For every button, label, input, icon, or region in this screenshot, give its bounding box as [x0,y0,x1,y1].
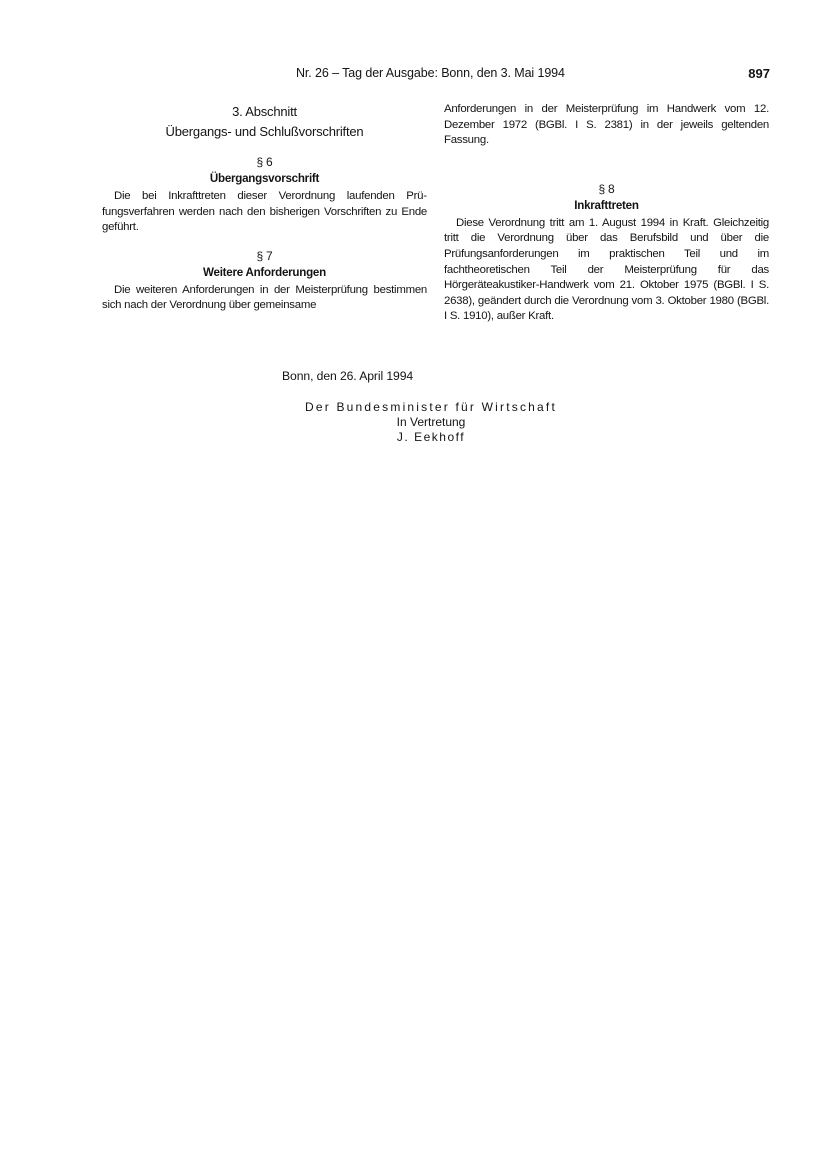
section-6-number: § 6 [256,155,273,169]
section-8-number: § 8 [598,181,615,196]
page-header [102,66,770,84]
signature-block [300,400,562,445]
section-6-title: Übergangsvorschrift [209,172,320,185]
minister-title: Der Bundesminister für Wirtschaft [305,400,557,414]
page-number: 897 [748,66,770,81]
section-6-text: Die bei Inkrafttreten dieser Verordnung laufenden Prüfungsverfahren werden nach den bisherigen Vorschriften zu Ende geführt. [102,190,427,234]
section-spacer [444,149,769,169]
right-column [444,102,769,325]
section-7-continuation: Anforderungen in der Meisterprüfung im Handwerk vom 12. Dezember 1972 (BGBl. I S. 2381) in der jeweils geltenden Fassung. [444,103,769,147]
part-label: 3. Abschnitt [232,104,297,119]
signatory-name: J. Eekhoff [396,430,466,444]
place-date: Bonn, den 26. April 1994 [282,369,414,383]
section-7-number: § 7 [256,248,273,263]
section-7-title: Weitere Anforderungen [203,265,326,279]
representation-note: In Vertretung [396,415,466,429]
left-column [102,102,427,314]
part-title: Übergangs- und Schlußvorschriften [165,124,364,139]
issue-line: Nr. 26 – Tag der Ausgabe: Bonn, den 3. Mai 1994 [296,66,565,80]
section-8-text: Diese Verordnung tritt am 1. August 1994 in Kraft. Gleichzeitig tritt die Verordnung über das Berufsbild und über die Prüfungsanforderungen im praktischen Teil und im fachtheoretischen Teil der Meisterprüfung für das Hörgeräteakustiker-Handwerk vom 21. Oktober 1975 (BGBl. I S. 2638), geändert durch die Verordnung vom 3. Oktober 1980 (BGBl. I S. 1910), außer Kraft. [444,216,769,323]
section-7-text: Die weiteren Anforderungen in der Meisterprüfung bestimmen sich nach der Verordnung über gemeinsame [102,283,427,312]
section-8-title: Inkrafttreten [574,198,639,212]
